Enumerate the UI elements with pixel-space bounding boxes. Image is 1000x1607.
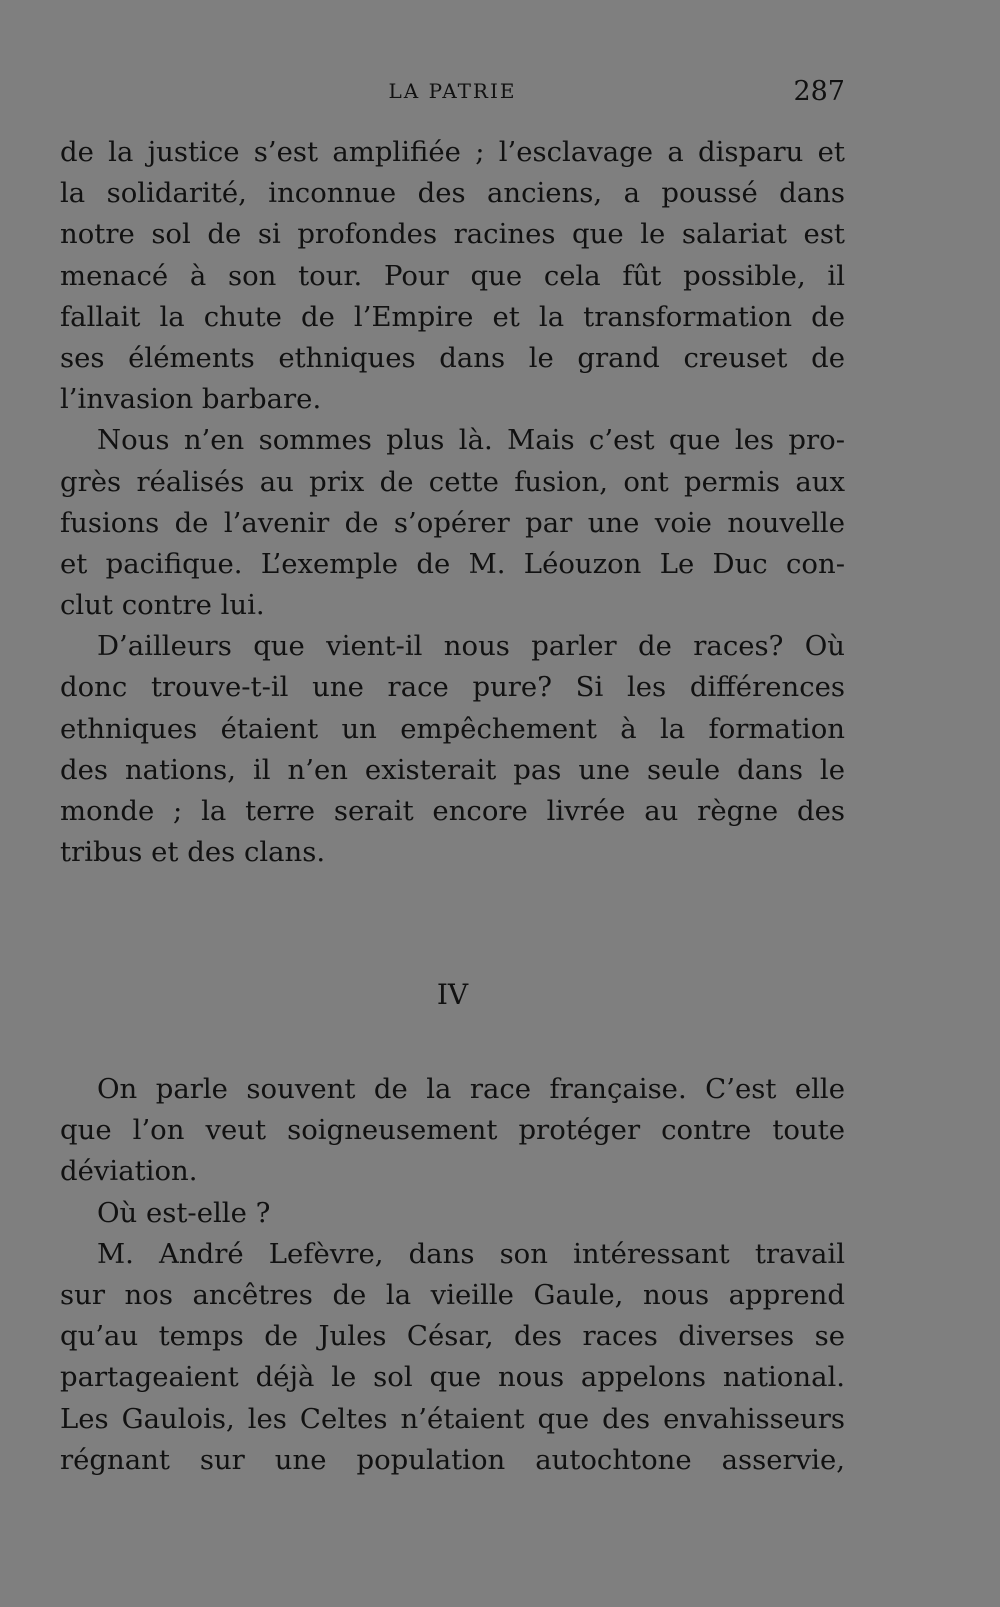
- text-line: de la justice s’est amplifiée ; l’esclavage a disparu et: [60, 136, 845, 168]
- text-line: et pacifique. L’exemple de M. Léouzon Le Duc con-: [60, 547, 845, 580]
- section-heading: IV: [436, 978, 469, 1011]
- text-line: M. André Lefèvre, dans son intéressant travail: [97, 1237, 845, 1270]
- text-line: donc trouve-t-il une race pure? Si les différences: [60, 671, 845, 704]
- body-text-section-4: [60, 1069, 845, 1481]
- text-line: partageaient déjà le sol que nous appelons national.: [60, 1361, 845, 1394]
- text-line: notre sol de si profondes racines que le salariat est: [60, 218, 845, 251]
- text-line: ethniques étaient un empêchement à la formation: [60, 712, 845, 745]
- text-line: fusions de l’avenir de s’opérer par une voie nouvelle: [60, 506, 845, 539]
- text-line: la solidarité, inconnue des anciens, a poussé dans: [60, 177, 845, 210]
- text-line: tribus et des clans.: [60, 836, 326, 869]
- text-line: Les Gaulois, les Celtes n’étaient que des envahisseurs: [60, 1402, 845, 1435]
- text-line: régnant sur une population autochtone asservie,: [60, 1443, 845, 1476]
- text-line: clut contre lui.: [60, 589, 265, 622]
- text-line: des nations, il n’en existerait pas une seule dans le: [60, 753, 845, 786]
- body-text-section-3: [60, 132, 845, 873]
- text-line: l’invasion barbare.: [60, 383, 322, 416]
- running-title: LA PATRIE: [388, 79, 517, 103]
- text-line: monde ; la terre serait encore livrée au règne des: [60, 795, 845, 827]
- text-line: ses éléments ethniques dans le grand creuset de: [60, 341, 845, 374]
- text-line: sur nos ancêtres de la vieille Gaule, nous apprend: [60, 1278, 845, 1311]
- text-line: On parle souvent de la race française. C’est elle: [97, 1073, 845, 1105]
- text-line: déviation.: [60, 1155, 198, 1188]
- text-line: D’ailleurs que vient-il nous parler de races? Où: [97, 630, 845, 663]
- text-line: fallait la chute de l’Empire et la transformation de: [60, 300, 845, 333]
- text-line: qu’au temps de Jules César, des races diverses se: [60, 1320, 845, 1353]
- text-line: que l’on veut soigneusement protéger contre toute: [60, 1114, 845, 1147]
- text-line: Où est-elle ?: [97, 1196, 271, 1229]
- running-head: [60, 76, 845, 106]
- text-line: menacé à son tour. Pour que cela fût possible, il: [60, 259, 845, 292]
- text-line: Nous n’en sommes plus là. Mais c’est que les pro-: [97, 424, 845, 457]
- page-number: 287: [793, 76, 845, 107]
- text-line: grès réalisés au prix de cette fusion, ont permis aux: [60, 465, 845, 498]
